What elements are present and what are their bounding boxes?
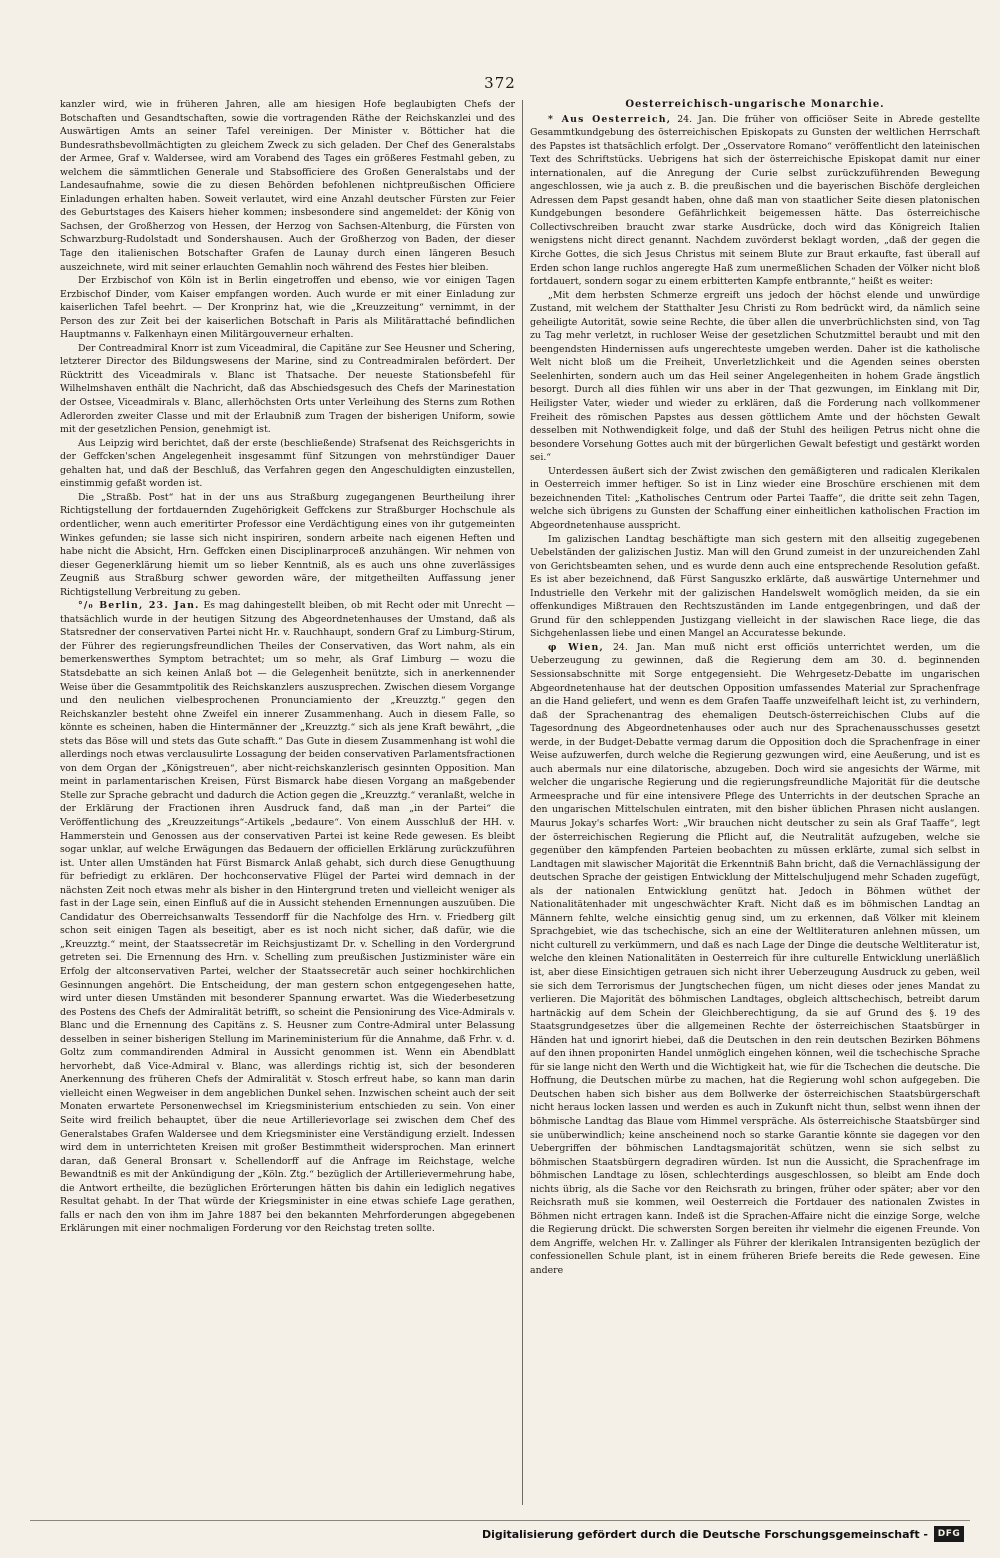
article-paragraph xyxy=(60,274,515,342)
paragraph-text: 24. Jan. Die früher von officiöser Seite in Abrede gestellte Gesammtkundgebung des österreichischen Episkopats zu Gunsten der weltlichen Herrschaft des Papstes ist thatsächlich erfolgt. Der „Osservatore Romano“ veröffentlicht den lateinischen Text des Schriftstücks. Uebrigens hat sich der österreichische Episkopat damit nur einer internationalen, auf die Anregung der Curie selbst zurückzuführenden Bewegung angeschlossen, wie ja auch z. B. die preußischen und die bayerischen Bischöfe dergleichen Adressen dem Papst gesandt haben, ohne daß man von staatlicher Seite diesen platonischen Kundgebungen besondere Gefährlichkeit beigemessen hätte. Das österreichische Collectivschreiben braucht zwar starke Ausdrücke, doch wird das Königreich Italien wenigstens nicht direct genannt. Nachdem zuvörderst beklagt worden, „daß der gegen die Kirche Gottes, die sich Jesus Christus mit seinem Blute zur Braut erkaufte, fast überall auf Erden schon lange ruchlos angeregte Haß zum unermeßlichen Schaden der Völker nicht bloß fortdauert, sondern sogar zu einem erbitterten Kampfe entbrannte,“ heißt es weiter: xyxy=(530,113,980,288)
paragraph-text: Im galizischen Landtag beschäftigte man sich gestern mit den allseitig zugegebenen Uebelständen der galizischen Justiz. Man will den Grund zumeist in der unzureichenden Zahl von Gerichtsbeamten sehen, und es wurde denn auch eine entsprechende Resolution gefaßt. Es ist aber bezeichnend, daß Fürst Sanguszko erklärte, daß auswärtige Unternehmer und Industrielle den Verkehr mit der galizischen Handelswelt womöglich meiden, da sie ein offenkundiges Mißtrauen den Rechtszuständen im Lande entgegenbringen, und daß der Grund für den schleppenden Justizgang vielleicht in der slawischen Race liege, die das Sichgehenlassen liebe und einen Mangel an Accuratesse bekunde. xyxy=(530,533,980,640)
paragraph-text: Aus Leipzig wird berichtet, daß der erste (beschließende) Strafsenat des Reichsgerichts in der Geffcken'schen Angelegenheit insgesammt fünf Sitzungen von mehrstündiger Dauer gehalten hat, und daß der Beschluß, das Verfahren gegen den Angeschuldigten einzustellen, einstimmig gefaßt worden ist. xyxy=(60,437,515,490)
article-paragraph xyxy=(530,641,980,1278)
paragraph-text: Der Erzbischof von Köln ist in Berlin eingetroffen und ebenso, wie vor einigen Tagen Erzbischof Dinder, vom Kaiser empfangen worden. Auch wurde er mit einer Einladung zur kaiserlichen Tafel beehrt. — Der Kronprinz hat, wie die „Kreuzzeitung“ vernimmt, in der Person des zur Zeit bei der kaiserlichen Botschaft in Paris als Militärattaché befindlichen Hauptmanns v. Falkenhayn einen Militärgouverneur erhalten. xyxy=(60,275,515,341)
article-paragraph xyxy=(530,465,980,533)
dfg-logo-icon: DFG xyxy=(934,1526,964,1542)
article-paragraph xyxy=(60,437,515,491)
paragraph-text: 24. Jan. Man muß nicht erst officiös unterrichtet werden, um die Ueberzeugung zu gewinnen, daß die Regierung dem am 30. d. beginnenden Sessionsabschnitte mit Sorge entgegensieht. Die Wehrgesetz-Debatte im ungarischen Abgeordnetenhause hat der deutschen Opposition umfassendes Material zur Sprachenfrage an die Hand geliefert, und wenn es dem Grafen Taaffe unzweifelhaft leicht ist, zu verhindern, daß der Sprachenantrag des ehemaligen Deutsch-österreichischen Clubs auf die Tagesordnung des Abgeordnetenhauses oder auch nur des Sprachenausschusses gesetzt werde, in der Budget-Debatte vermag darum die Opposition doch die Sprachenfrage in einer Weise aufzuwerfen, durch welche die Regierung gezwungen wird, eine Aeußerung, und ist es auch abermals nur eine dilatorische, abzugeben. Doch wird sie angesichts der Wärme, mit welcher die ungarische Regierung und die regierungsfreundliche Majorität für die deutsche Armeesprache und für eine intensivere Pflege des Unterrichts in der deutschen Sprache an den ungarischen Mittelschulen eintraten, mit den bisher üblichen Phrasen nicht auslangen. Maurus Jokay's scharfes Wort: „Wir brauchen nicht deutscher zu sein als Graf Taaffe“, legt der österreichischen Regierung die Pflicht auf, die Neutralität aufzugeben, welche sie gegenüber den kämpfenden Parteien beobachten zu müssen erklärte, zumal sich selbst in Landtagen mit slawischer Majorität die Erkenntniß Bahn bricht, daß die Vernachlässigung der deutschen Sprache der geistigen Entwicklung der Mittelschuljugend mehr Schaden zugefügt, als der nationalen Entwicklung genützt hat. Jedoch in Böhmen wüthet der Nationalitätenhader mit ungeschwächter Kraft. Nicht daß es im böhmischen Landtag an Männern fehlte, welche einsichtig genug sind, um zu erkennen, daß Völker mit kleinem Sprachgebiet, wie das tschechische, sich an eine der Weltliteraturen anlehnen müssen, um nicht culturell zu verkümmern, und daß es nach Lage der Dinge die deutsche Weltliteratur ist, welche den kleinen Nationalitäten in Oesterreich für ihre culturelle Entwicklung unerläßlich ist, aber diese Einsichtigen getrauen sich nicht ihrer Ueberzeugung Ausdruck zu geben, weil sie sich dem Terrorismus der Jungtschechen fügen, um nicht dieses oder jenes Mandat zu verlieren. Die Majorität des böhmischen Landtages, obgleich alttschechisch, betreibt darum hartnäckig auf dem Schein der Gleichberechtigung, da sie auf Grund des §. 19 des Staatsgrundgesetzes über die allgemeinen Rechte der österreichischen Staatsbürger in Händen hat und ignorirt hiebei, daß die Deutschen in den rein deutschen Bezirken Böhmens auf den ihnen proponirten Handel unmöglich eingehen können, weil die tschechische Sprache für sie lange nicht den Werth und die Wichtigkeit hat, wie für die Tschechen die deutsche. Die Hoffnung, die Deutschen mürbe zu machen, hat die Regierung wohl schon aufgegeben. Die Deutschen haben sich bisher aus dem Bollwerke der österreichischen Staatsbürgerschaft nicht heraus locken lassen und werden es auch in Zukunft nicht thun, selbst wenn ihnen der böhmische Landtag das Blaue vom Himmel verspräche. Als österreichische Staatsbürger sind sie unüberwindlich; keine anscheinend noch so starke Garantie könnte sie dagegen vor den Uebergriffen der böhmischen Landtagsmajorität schützen, wenn sie sich selbst zu böhmischen Staatsbürgern degradiren würden. Ist nun die Aussicht, die Sprachenfrage im böhmischen Landtage zu lösen, schlechterdings ausgeschlossen, so bleibt am Ende doch nichts übrig, als die Sache vor den Reichsrath zu bringen, früher oder später; aber vor den Reichsrath muß sie kommen, weil Oesterreich die Fortdauer des nationalen Zwistes in Böhmen nicht ertragen kann. Indeß ist die Sprachen-Affaire nicht die einzige Sorge, welche die Regierung drückt. Die schwersten Sorgen bereiten ihr vielmehr die eigenen Freunde. Von dem Angriffe, welchen Hr. v. Zallinger als Führer der klerikalen Intransigenten bezüglich der confessionellen Schule plant, ist in einem früheren Briefe bereits die Rede gewesen. Eine andere xyxy=(530,641,980,1277)
section-heading: Oesterreichisch-ungarische Monarchie. xyxy=(625,99,885,110)
article-paragraph xyxy=(530,533,980,641)
left-column xyxy=(60,98,515,1510)
article-paragraph xyxy=(530,113,980,289)
paragraph-text: Der Contreadmiral Knorr ist zum Viceadmiral, die Capitäne zur See Heusner und Schering, letzterer Director des Bildungswesens der Marine, sind zu Contreadmiralen befördert. Der Rücktritt des Viceadmirals v. Blanc ist Thatsache. Der neueste Stationsbefehl für Wilhelmshaven enthält die Nachricht, daß das Abschiedsgesuch des Chefs der Marinestation der Ostsee, Viceadmirals v. Blanc, allerhöchsten Orts unter Verleihung des Sterns zum Rothen Adlerorden zweiter Classe und mit der Erlaubniß zum Tragen der bisherigen Uniform, sowie mit der gesetzlichen Pension, genehmigt ist. xyxy=(60,342,515,436)
article-paragraph xyxy=(60,342,515,437)
footer xyxy=(0,1520,1000,1548)
article-paragraph xyxy=(60,599,515,1236)
page-number: 372 xyxy=(484,74,516,92)
paragraph-text: „Mit dem herbsten Schmerze ergreift uns jedoch der höchst elende und unwürdige Zustand, mit welchem der Statthalter Jesu Christi zu Rom bedrückt wird, da nämlich seine geheiligte Autorität, sowie seine Rechte, die über allen die unverbrüchlichsten sind, von Tag zu Tag mehr verletzt, in ruchloser Weise der gesetzlichen Schutzmittel beraubt und mit den beengendsten Hindernissen aufs ungerechteste umgeben werden. Daher ist die katholische Welt nicht bloß um die Freiheit, Unverletzlichkeit und die Agenden seines obersten Seelenhirten, sondern auch um das Heil seiner Angelegenheiten in hohem Grade ängstlich besorgt. Durch all dies fühlen wir uns aber in der That gezwungen, im Einklang mit Dir, Heiligster Vater, wieder und wieder zu erklären, daß die Forderung nach vollkommener Freiheit des römischen Papstes aus dessen göttlichem Amte und der höchsten Gewalt desselben mit Nothwendigkeit folge, und daß der Stuhl des heiligen Petrus nicht ohne die besondere Vorsehung Gottes auch mit der bürgerlichen Gewalt befestigt und gestärkt worden sei.“ xyxy=(530,289,980,464)
paragraph-text: Unterdessen äußert sich der Zwist zwischen den gemäßigteren und radicalen Klerikalen in Oesterreich immer heftiger. So ist in Linz wieder eine Broschüre erschienen mit dem bezeichnenden Titel: „Katholisches Centrum oder Partei Taaffe“, die dritte seit zehn Tagen, welche sich übrigens zu Gunsten der Schaffung einer einheitlichen katholischen Fraction im Abgeordnetenhause ausspricht. xyxy=(530,465,980,531)
funding-credit: Digitalisierung gefördert durch die Deutsche Forschungsgemeinschaft - xyxy=(481,1528,928,1541)
article-paragraph xyxy=(60,491,515,599)
dateline: * Aus Oesterreich, xyxy=(548,113,672,125)
quoted-paragraph xyxy=(530,289,980,465)
paragraph-text: kanzler wird, wie in früheren Jahren, alle am hiesigen Hofe beglaubigten Chefs der Botschaften und Gesandtschaften, sowie die vortragenden Räthe der Reichskanzlei und des Auswärtigen Amts an seiner Tafel vereinigen. Der Minister v. Bötticher hat die Bundesrathsbevollmächtigten zu gleichem Zweck zu sich geladen. Der Chef des Generalstabs der Armee, Graf v. Waldersee, wird am Vorabend des Tages ein größeres Festmahl geben, zu welchem die sämmtlichen Generale und Stabsofficiere des Großen Generalstabs und der Landesaufnahme, sowie die zu diesen Behörden befohlenen nichtpreußischen Officiere Einladungen erhalten haben. Soweit verlautet, wird eine Anzahl deutscher Fürsten zur Feier des Geburtstages des Kaisers hieher kommen; insbesondere sind angemeldet: der König von Sachsen, der Großherzog von Hessen, der Herzog von Sachsen-Altenburg, die Fürsten von Schwarzburg-Rudolstadt und Sondershausen. Auch der Großherzog von Baden, der dieser Tage den italienischen Botschafter Grafen de Launay durch einen längeren Besuch auszeichnete, wird mit seiner erlauchten Gemahlin noch während des Festes hier bleiben. xyxy=(60,99,515,273)
dateline: °/₀ Berlin, 23. Jan. xyxy=(78,600,200,612)
dateline: φ Wien, xyxy=(548,641,604,653)
footer-divider xyxy=(30,1520,970,1521)
paragraph-text: Es mag dahingestellt bleiben, ob mit Recht oder mit Unrecht — thatsächlich wurde in der heutigen Sitzung des Abgeordnetenhauses der Umstand, daß als Statsredner der conservativen Partei nicht Hr. v. Rauchhaupt, sondern Graf zu Limburg-Stirum, der Führer des regierungsfreundlichen Theiles der Conservativen, das Wort nahm, als ein bemerkenswerthes Symptom betrachtet; um so mehr, als Graf Limburg — wozu die Statsdebatte an sich keinen Anlaß bot — die Gelegenheit benützte, sich in anerkennender Weise über die Gesammtpolitik des Reichskanzlers auszusprechen. Zwischen diesem Vorgange und den neulichen vielbesprochenen Pronunciamiento der „Kreuzztg.“ gegen den Reichskanzler besteht ohne Zweifel ein innerer Zusammenhang. Auch in diesem Falle, so könnte es scheinen, haben die Hintermänner der „Kreuzztg.“ sich als jene Kraft bewährt, „die stets das Böse will und stets das Gute schafft.“ Das Gute in diesem Zusammenhang ist wohl die allerdings noch etwas verclausulirte Lossagung der beiden conservativen Parlamentsfractionen von dem Organ der „Königstreuen“, aber nicht-reichskanzlerisch gesinnten Opposition. Man meint in parlamentarischen Kreisen, Fürst Bismarck habe diesen Vorgang an maßgebender Stelle zur Sprache gebracht und dadurch die Action gegen die „Kreuzztg.“ veranlaßt, welche in der Erklärung der Fractionen ihren Ausdruck fand, daß man „in der Partei“ die Veröffentlichung des „Kreuzzeitungs“-Artikels „bedaure“. Von einem Ausschluß der HH. v. Hammerstein und Genossen aus der conservativen Partei ist keine Rede gewesen. Es bleibt sogar unklar, auf welche Erwägungen das Bedauern der officiellen Erklärung zurückzuführen ist. Unter allen Umständen hat Fürst Bismarck Anlaß gehabt, sich durch diese Genugthuung für befriedigt zu erklären. Der hochconservative Flügel der Partei wird demnach in der nächsten Zeit noch etwas mehr als bisher in den Hintergrund treten und vielleicht weniger als fast in der Lage sein, einen Einfluß auf die in Aussicht stehenden Ernennungen auszuüben. Die Candidatur des Oberreichsanwalts Tessendorff für die Nachfolge des Hrn. v. Friedberg gilt schon seit einigen Tagen als beseitigt, aber es ist noch nicht sicher, daß dafür, wie die „Kreuzztg.“ meint, der Staatssecretär im Reichsjustizamt Dr. v. Schelling in den Vordergrund getreten sei. Die Ernennung des Hrn. v. Schelling zum preußischen Justizminister wäre ein Erfolg der altconservativen Partei, welcher der Staatssecretär auch seiner hochkirchlichen Gesinnungen angehört. Die Entscheidung, der man gestern schon entgegengesehen hatte, wird unter diesen Umständen mit besonderer Spannung erwartet. Was die Wiederbesetzung des Postens des Chefs der Admiralität betrifft, so scheint die Pensionirung des Vice-Admirals v. Blanc und die Ernennung des Capitäns z. S. Heusner zum Contre-Admiral unter Belassung desselben in seiner bisherigen Stellung im Marineministerium für die Annahme, daß Frhr. v. d. Goltz zum commandirenden Admiral in Aussicht genommen ist. Wenn ein Abendblatt hervorhebt, daß Vice-Admiral v. Blanc, was allerdings richtig ist, sich der besonderen Anerkennung des früheren Chefs der Admiralität v. Stosch erfreut habe, so kann man darin vielleicht einen Wegweiser in dem angeblichen Dunkel sehen. Inzwischen scheint auch der seit Monaten erwartete Personenwechsel im Kriegsministerium entschieden zu sein. Von einer Seite wird freilich behauptet, über die neue Artillerievorlage sei zwischen dem Chef des Generalstabes Grafen Waldersee und dem Kriegsminister eine Verständigung erzielt. Indessen wird dem in unterrichteten Kreisen mit großer Bestimmtheit widersprochen. Man erinnert daran, daß General Bronsart v. Schellendorff auf die Anfrage im Reichstage, welche Bewandtniß es mit der Ankündigung der „Köln. Ztg.“ bezüglich der Artillerievermehrung habe, die Antwort ertheilte, die bezüglichen Erörterungen hätten bis dahin ein lediglich negatives Resultat gehabt. In der That würde der Kriegsminister in eine etwas schiefe Lage gerathen, falls er nach den von ihm im Jahre 1887 bei den bekannten Mehrforderungen abgegebenen Erklärungen mit einer nochmaligen Forderung vor den Reichstag treten sollte. xyxy=(60,600,515,1235)
article-paragraph xyxy=(60,98,515,274)
paragraph-text: Die „Straßb. Post“ hat in der uns aus Straßburg zugegangenen Beurtheilung ihrer Richtigstellung der fortdauernden Zugehörigkeit Geffckens zur Straßburger Hochschule als ordentlicher, wenn auch emeritirter Professor eine Verdächtigung eines von ihr gutgemeinten Winkes gefunden; sie lasse sich nicht inspiriren, sondern arbeite nach eigenen Heften und habe nicht die Absicht, Hrn. Geffcken einen Disciplinarproceß anzuhängen. Wir nehmen von dieser Gegenerklärung hiemit um so lieber Kenntniß, als es auch uns ohne zuverlässiges Zeugniß aus Straßburg schwer geworden wäre, der mitgetheilten Auffassung jener Richtigstellung Verbreitung zu geben. xyxy=(60,491,515,598)
right-column xyxy=(530,98,980,1510)
column-divider xyxy=(522,100,523,1505)
